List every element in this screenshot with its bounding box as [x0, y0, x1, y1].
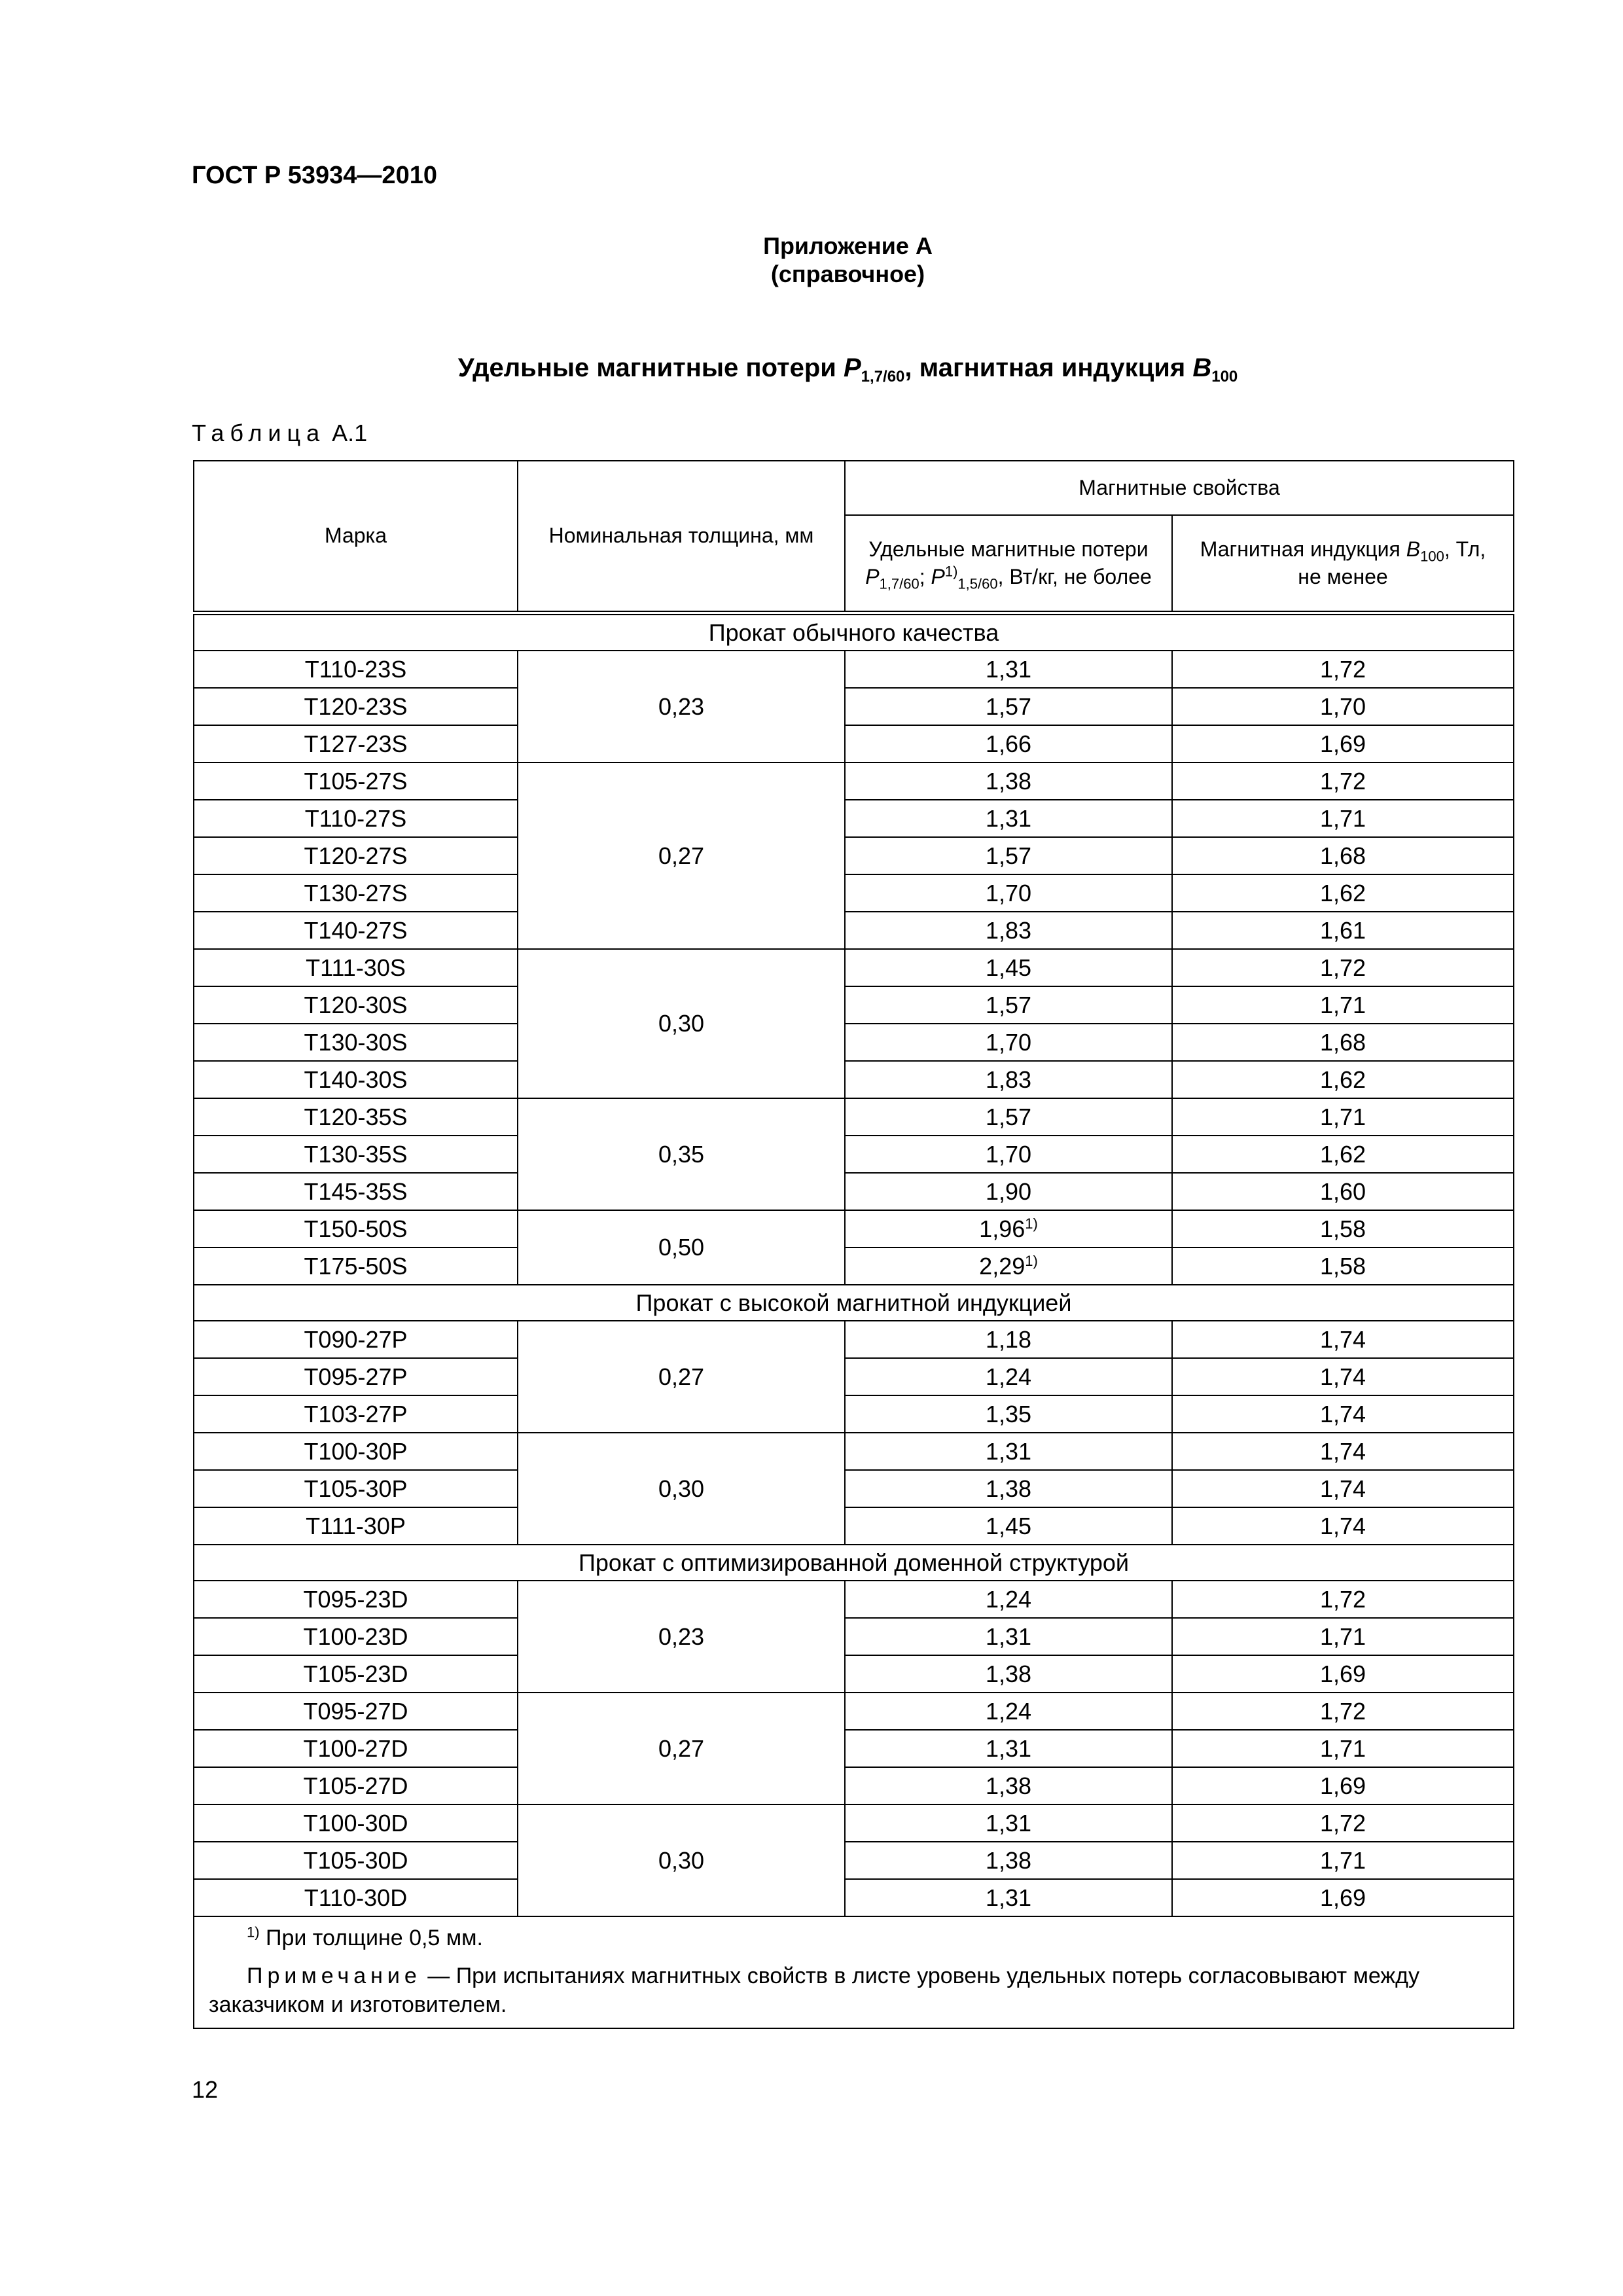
table-row	[194, 1581, 1514, 1618]
standard-number: ГОСТ Р 53934—2010	[192, 162, 437, 189]
induction-cell: 1,72	[1172, 762, 1514, 800]
loss-cell	[845, 1767, 1172, 1804]
grade-cell: Т140-30S	[194, 1061, 518, 1098]
induction-cell: 1,58	[1172, 1247, 1514, 1285]
induction-cell: 1,72	[1172, 1693, 1514, 1730]
induction-cell: 1,68	[1172, 1024, 1514, 1061]
grade-cell: Т145-35S	[194, 1173, 518, 1210]
table-row	[194, 688, 1514, 725]
table-caption	[192, 420, 367, 447]
induction-cell: 1,74	[1172, 1507, 1514, 1545]
grade-cell: Т105-30Р	[194, 1470, 518, 1507]
loss-cell	[845, 874, 1172, 912]
loss-value: 1,35	[985, 1400, 1032, 1427]
table-row	[194, 1730, 1514, 1767]
induction-cell: 1,60	[1172, 1173, 1514, 1210]
induction-cell: 1,68	[1172, 837, 1514, 874]
table-row	[194, 1098, 1514, 1136]
grade-cell: Т100-30D	[194, 1804, 518, 1842]
loss-cell	[845, 1618, 1172, 1655]
heading-middle: , магнитная индукция	[904, 353, 1193, 382]
header-induction-line1	[1173, 536, 1513, 564]
table-row	[194, 1842, 1514, 1879]
loss-cell	[845, 1210, 1172, 1247]
grade-cell: Т105-27S	[194, 762, 518, 800]
table-row	[194, 1024, 1514, 1061]
loss-cell	[845, 1804, 1172, 1842]
grade-cell: Т103-27Р	[194, 1395, 518, 1433]
loss-value: 1,38	[985, 1660, 1032, 1687]
thickness-cell: 0,27	[518, 762, 845, 949]
heading-b-symbol: B	[1192, 353, 1212, 382]
loss-value: 1,83	[985, 1066, 1032, 1093]
grade-cell: Т100-23D	[194, 1618, 518, 1655]
grade-cell: Т090-27Р	[194, 1321, 518, 1358]
induction-cell: 1,61	[1172, 912, 1514, 949]
loss-cell	[845, 1395, 1172, 1433]
loss-cell	[845, 1136, 1172, 1173]
loss-cell	[845, 688, 1172, 725]
grade-cell: Т120-35S	[194, 1098, 518, 1136]
grade-cell: Т130-27S	[194, 874, 518, 912]
table-row	[194, 1507, 1514, 1545]
appendix-status: (справочное)	[770, 260, 925, 287]
heading-p-sub: 1,7/60	[861, 368, 905, 386]
induction-cell: 1,71	[1172, 1098, 1514, 1136]
table-row	[194, 1470, 1514, 1507]
table-row	[194, 1210, 1514, 1247]
thickness-cell: 0,35	[518, 1098, 845, 1210]
loss-cell	[845, 1433, 1172, 1470]
table-row	[194, 1618, 1514, 1655]
header-magnetic-induction	[1172, 515, 1514, 611]
loss-cell	[845, 1247, 1172, 1285]
header-grade: Марка	[194, 461, 518, 611]
table-caption-number: А.1	[332, 420, 368, 446]
header-thickness: Номинальная толщина, мм	[518, 461, 845, 611]
loss-value: 1,57	[985, 1103, 1032, 1130]
table-row	[194, 949, 1514, 986]
loss-value: 1,38	[985, 1772, 1032, 1799]
loss-value: 1,96	[979, 1215, 1026, 1242]
induction-cell: 1,71	[1172, 800, 1514, 837]
loss-value: 1,90	[985, 1177, 1032, 1205]
induction-cell: 1,74	[1172, 1358, 1514, 1395]
losses-sep: ;	[919, 564, 931, 588]
loss-cell	[845, 1173, 1172, 1210]
loss-cell	[845, 1098, 1172, 1136]
loss-value: 1,70	[985, 1028, 1032, 1056]
loss-cell	[845, 1358, 1172, 1395]
appendix-title: Приложение А	[763, 232, 933, 259]
induction-tail: , Тл,	[1444, 537, 1486, 561]
induction-cell: 1,71	[1172, 1730, 1514, 1767]
table-row	[194, 725, 1514, 762]
induction-cell: 1,71	[1172, 1842, 1514, 1879]
induction-cell: 1,74	[1172, 1470, 1514, 1507]
note	[209, 1962, 1500, 2019]
loss-value: 1,24	[985, 1585, 1032, 1613]
table-row	[194, 651, 1514, 688]
loss-cell	[845, 1842, 1172, 1879]
table-row	[194, 800, 1514, 837]
loss-cell	[845, 762, 1172, 800]
induction-cell: 1,72	[1172, 1804, 1514, 1842]
section-row	[194, 1285, 1514, 1321]
losses-p-sub1: 1,7/60	[879, 575, 919, 592]
table-row	[194, 986, 1514, 1024]
properties-table	[193, 460, 1514, 2029]
grade-cell: Т175-50S	[194, 1247, 518, 1285]
thickness-cell: 0,30	[518, 1433, 845, 1545]
thickness-cell: 0,23	[518, 1581, 845, 1693]
grade-cell: Т111-30S	[194, 949, 518, 986]
grade-cell: Т095-27D	[194, 1693, 518, 1730]
thickness-cell: 0,50	[518, 1210, 845, 1285]
table-row	[194, 1767, 1514, 1804]
table-row	[194, 1395, 1514, 1433]
induction-cell: 1,72	[1172, 651, 1514, 688]
thickness-cell: 0,30	[518, 1804, 845, 1916]
footnote	[209, 1924, 1500, 1952]
thickness-cell: 0,30	[518, 949, 845, 1098]
loss-footnote-mark: 1)	[1025, 1215, 1038, 1232]
table-row	[194, 837, 1514, 874]
loss-cell	[845, 1470, 1172, 1507]
grade-cell: Т095-23D	[194, 1581, 518, 1618]
grade-cell: Т095-27Р	[194, 1358, 518, 1395]
footnote-mark: 1)	[247, 1924, 260, 1941]
loss-value: 1,31	[985, 1437, 1032, 1465]
table-row	[194, 1321, 1514, 1358]
loss-value: 1,31	[985, 1884, 1032, 1911]
grade-cell: Т120-23S	[194, 688, 518, 725]
loss-value: 1,31	[985, 655, 1032, 683]
table-heading	[0, 353, 1623, 386]
loss-value: 1,38	[985, 1846, 1032, 1874]
induction-cell: 1,74	[1172, 1321, 1514, 1358]
induction-prefix: Магнитная индукция	[1200, 537, 1406, 561]
header-magnetic-properties: Магнитные свойства	[845, 461, 1514, 515]
section-title: Прокат с высокой магнитной индукцией	[194, 1285, 1514, 1321]
induction-cell: 1,74	[1172, 1433, 1514, 1470]
loss-value: 1,24	[985, 1697, 1032, 1725]
induction-b-symbol: B	[1406, 537, 1421, 561]
heading-b-sub: 100	[1211, 368, 1238, 386]
note-label: Примечание	[247, 1964, 421, 1989]
table-row	[194, 874, 1514, 912]
table-row	[194, 1173, 1514, 1210]
table-row	[194, 1655, 1514, 1693]
table-row	[194, 1247, 1514, 1285]
loss-cell	[845, 1581, 1172, 1618]
grade-cell: Т105-23D	[194, 1655, 518, 1693]
footer-row	[194, 1916, 1514, 2028]
losses-p2-symbol: P	[931, 564, 945, 588]
loss-cell	[845, 912, 1172, 949]
grade-cell: Т120-27S	[194, 837, 518, 874]
loss-value: 1,57	[985, 991, 1032, 1018]
loss-cell	[845, 1655, 1172, 1693]
loss-cell	[845, 651, 1172, 688]
loss-value: 1,31	[985, 1809, 1032, 1837]
loss-cell	[845, 1507, 1172, 1545]
induction-cell: 1,70	[1172, 688, 1514, 725]
induction-cell: 1,71	[1172, 1618, 1514, 1655]
header-specific-losses	[845, 515, 1172, 611]
section-row	[194, 1545, 1514, 1581]
grade-cell: Т105-30D	[194, 1842, 518, 1879]
grade-cell: Т140-27S	[194, 912, 518, 949]
loss-value: 1,66	[985, 730, 1032, 757]
induction-cell: 1,62	[1172, 1061, 1514, 1098]
loss-value: 1,45	[985, 954, 1032, 981]
grade-cell: Т120-30S	[194, 986, 518, 1024]
loss-value: 1,31	[985, 804, 1032, 832]
loss-value: 1,45	[985, 1512, 1032, 1539]
loss-cell	[845, 800, 1172, 837]
table-row	[194, 1879, 1514, 1916]
table-row	[194, 1433, 1514, 1470]
table-row	[194, 1693, 1514, 1730]
loss-value: 2,29	[979, 1252, 1026, 1280]
induction-cell: 1,69	[1172, 725, 1514, 762]
table-row	[194, 1061, 1514, 1098]
header-induction-line2: не менее	[1298, 564, 1388, 588]
page-number: 12	[192, 2076, 219, 2103]
thickness-cell: 0,27	[518, 1321, 845, 1433]
section-title: Прокат обычного качества	[194, 615, 1514, 651]
loss-value: 1,38	[985, 767, 1032, 795]
grade-cell: Т110-27S	[194, 800, 518, 837]
loss-value: 1,83	[985, 916, 1032, 944]
induction-cell: 1,71	[1172, 986, 1514, 1024]
induction-cell: 1,62	[1172, 1136, 1514, 1173]
loss-value: 1,70	[985, 879, 1032, 906]
loss-cell	[845, 837, 1172, 874]
losses-p2-sup: 1)	[944, 562, 958, 579]
loss-cell	[845, 1693, 1172, 1730]
loss-value: 1,57	[985, 692, 1032, 720]
table-row	[194, 912, 1514, 949]
table-row	[194, 762, 1514, 800]
grade-cell: Т110-23S	[194, 651, 518, 688]
losses-p-sub2: 1,5/60	[957, 575, 998, 592]
grade-cell: Т130-35S	[194, 1136, 518, 1173]
table-caption-word: Таблица	[192, 420, 326, 446]
induction-cell: 1,62	[1172, 874, 1514, 912]
loss-value: 1,70	[985, 1140, 1032, 1168]
induction-cell: 1,69	[1172, 1879, 1514, 1916]
induction-cell: 1,69	[1172, 1767, 1514, 1804]
table-row	[194, 1358, 1514, 1395]
induction-cell: 1,72	[1172, 949, 1514, 986]
loss-value: 1,57	[985, 842, 1032, 869]
grade-cell: Т127-23S	[194, 725, 518, 762]
loss-value: 1,18	[985, 1325, 1032, 1353]
loss-cell	[845, 1321, 1172, 1358]
section-row	[194, 615, 1514, 651]
grade-cell: Т105-27D	[194, 1767, 518, 1804]
induction-cell: 1,72	[1172, 1581, 1514, 1618]
heading-prefix: Удельные магнитные потери	[457, 353, 844, 382]
note-text: — При испытаниях магнитных свойств в листе уровень удельных потерь согласовывают между заказчиком и изготовителем.	[209, 1964, 1420, 2018]
grade-cell: Т130-30S	[194, 1024, 518, 1061]
loss-cell	[845, 1024, 1172, 1061]
losses-p-symbol: P	[865, 564, 880, 588]
table-row	[194, 1136, 1514, 1173]
loss-cell	[845, 1730, 1172, 1767]
loss-value: 1,31	[985, 1623, 1032, 1650]
induction-cell: 1,74	[1172, 1395, 1514, 1433]
loss-cell	[845, 1879, 1172, 1916]
section-title: Прокат с оптимизированной доменной структурой	[194, 1545, 1514, 1581]
table-row	[194, 1804, 1514, 1842]
table-footer	[194, 1916, 1514, 2028]
induction-b-sub: 100	[1420, 548, 1444, 565]
grade-cell: Т150-50S	[194, 1210, 518, 1247]
header-losses-line2	[846, 564, 1171, 591]
grade-cell: Т111-30Р	[194, 1507, 518, 1545]
induction-cell: 1,58	[1172, 1210, 1514, 1247]
loss-cell	[845, 949, 1172, 986]
loss-cell	[845, 725, 1172, 762]
table-body	[194, 461, 1514, 2028]
header-losses-line1: Удельные магнитные потери	[868, 537, 1149, 561]
loss-cell	[845, 986, 1172, 1024]
thickness-cell: 0,27	[518, 1693, 845, 1804]
heading-p-symbol: P	[843, 353, 861, 382]
loss-value: 1,38	[985, 1475, 1032, 1502]
grade-cell: Т110-30D	[194, 1879, 518, 1916]
loss-cell	[845, 1061, 1172, 1098]
losses-tail: , Вт/кг, не более	[997, 564, 1152, 588]
loss-footnote-mark: 1)	[1025, 1252, 1038, 1269]
footnote-text: При толщине 0,5 мм.	[259, 1926, 483, 1950]
grade-cell: Т100-27D	[194, 1730, 518, 1767]
grade-cell: Т100-30Р	[194, 1433, 518, 1470]
thickness-cell: 0,23	[518, 651, 845, 762]
induction-cell: 1,69	[1172, 1655, 1514, 1693]
loss-value: 1,24	[985, 1363, 1032, 1390]
loss-value: 1,31	[985, 1734, 1032, 1762]
